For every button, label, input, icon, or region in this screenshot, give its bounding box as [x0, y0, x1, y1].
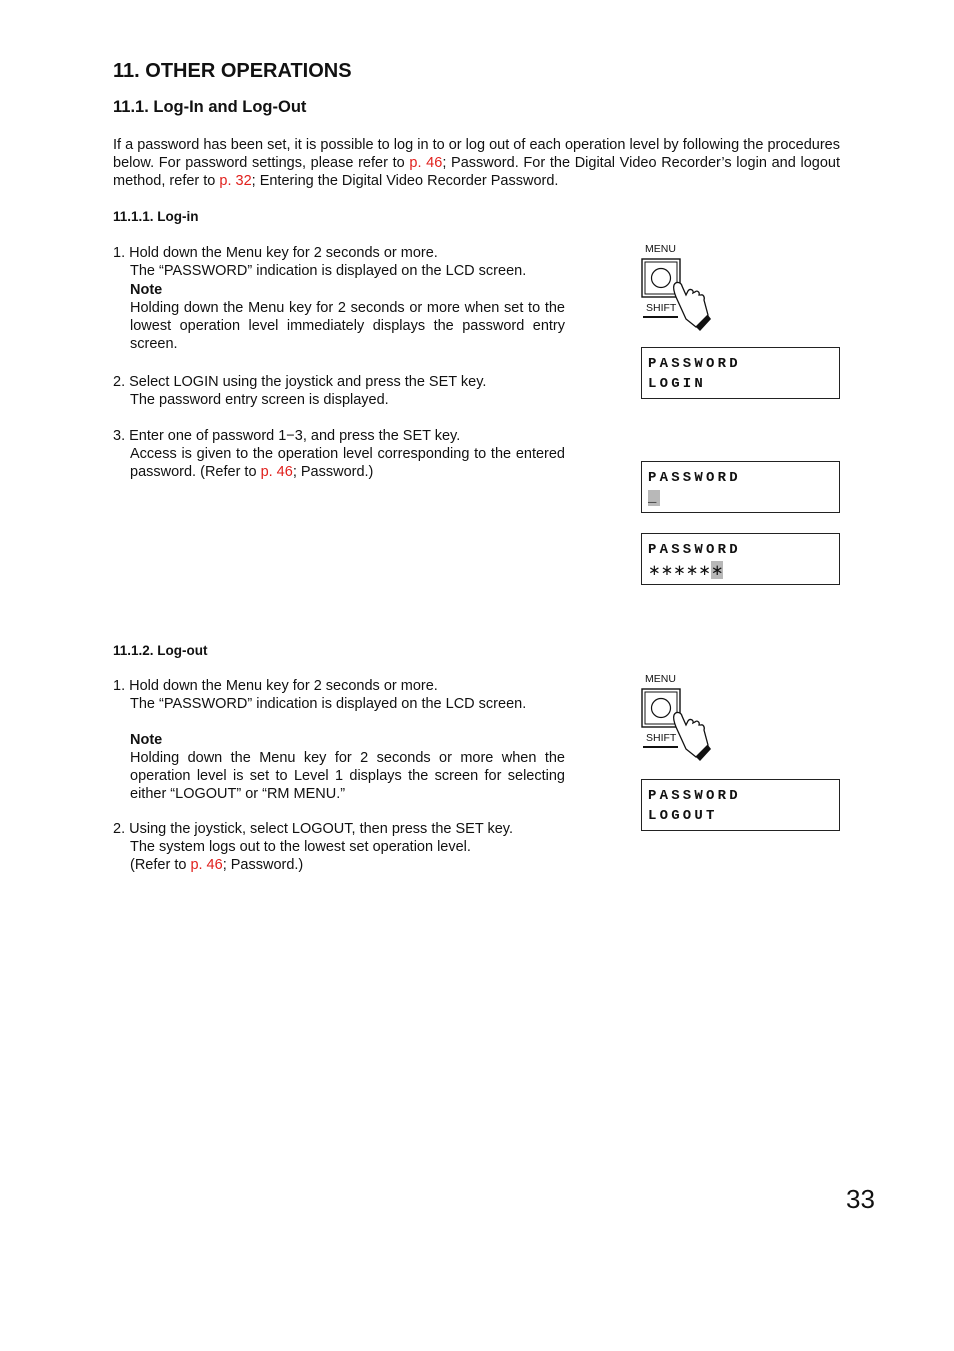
note-text: Holding down the Menu key for 2 seconds or more when set to the lowest operation level immediately displays the password entry screen. — [130, 300, 565, 352]
step-subtext: The password entry screen is displayed. — [130, 392, 389, 408]
intro-paragraph — [113, 136, 840, 190]
step-text: 3. Enter one of password 1−3, and press the SET key. — [113, 428, 461, 444]
subtext-a: Access is given to the operation level corresponding to the entered password. (Refer to — [130, 446, 565, 480]
link-p46[interactable]: p. 46 — [409, 155, 443, 171]
lcd-line-1: PASSWORD — [648, 470, 741, 486]
step-subtext — [113, 445, 565, 481]
note-label: Note — [130, 732, 163, 748]
link-p46[interactable]: p. 46 — [260, 464, 293, 480]
subtext-b: ; Password.) — [292, 464, 374, 480]
shift-key-label: SHIFT — [646, 302, 677, 314]
lcd-line-2: LOGIN — [648, 376, 707, 392]
lcd-cursor: ∗ — [710, 561, 724, 579]
login-step-3 — [113, 427, 565, 481]
lcd-login — [641, 347, 840, 399]
page-title: 11. OTHER OPERATIONS — [113, 60, 352, 82]
link-p46[interactable]: p. 46 — [190, 857, 223, 873]
step-text: 2. Select LOGIN using the joystick and press the SET key. — [113, 374, 487, 390]
logout-heading: 11.1.2. Log-out — [113, 643, 208, 658]
menu-key-label: MENU — [645, 243, 676, 255]
step-subtext: The “PASSWORD” indication is displayed on the LCD screen. — [130, 263, 527, 279]
lcd-line-1: PASSWORD — [648, 356, 741, 372]
lcd-masked-chars: ∗∗∗∗∗ — [648, 561, 711, 579]
step-subtext-2 — [113, 856, 565, 874]
intro-text-3: ; Entering the Digital Video Recorder Password. — [251, 173, 559, 189]
step-subtext: The “PASSWORD” indication is displayed on the LCD screen. — [130, 696, 527, 712]
link-p32[interactable]: p. 32 — [219, 173, 252, 189]
menu-key-hand-icon — [638, 255, 718, 335]
intro-text-1: If a password has been set, it is possible to log in to or log out of each operation level by following the procedures below. For password settings, please refer to — [113, 137, 840, 171]
menu-key-label: MENU — [645, 673, 676, 685]
intro-text-2: ; Password. For the Digital Video Recorder’s login and logout method, refer to — [113, 155, 840, 189]
step-subtext: The system logs out to the lowest set operation level. — [130, 839, 471, 855]
section-title: 11.1. Log-In and Log-Out — [113, 98, 307, 116]
note-text: Holding down the Menu key for 2 seconds or more when the operation level is set to Level 1 displays the screen for selecting either “LOGOUT” or “RM MENU.” — [130, 750, 565, 802]
subtext-b: ; Password.) — [222, 857, 304, 873]
step-text: 1. Hold down the Menu key for 2 seconds or more. — [113, 678, 438, 694]
lcd-line-2: LOGOUT — [648, 808, 718, 824]
login-step-1 — [113, 244, 565, 353]
lcd-password-entry — [641, 461, 840, 513]
shift-key-label: SHIFT — [646, 732, 677, 744]
page-number: 33 — [846, 1184, 875, 1214]
lcd-logout — [641, 779, 840, 831]
logout-step-1 — [113, 677, 565, 803]
lcd-password-entered — [641, 533, 840, 585]
lcd-cursor: _ — [648, 490, 660, 506]
lcd-line-1: PASSWORD — [648, 542, 741, 558]
step-text: 2. Using the joystick, select LOGOUT, then press the SET key. — [113, 821, 513, 837]
login-step-2 — [113, 373, 565, 409]
subtext-a: (Refer to — [130, 857, 191, 873]
note-label: Note — [130, 282, 163, 298]
menu-key-hand-icon — [638, 685, 718, 765]
step-text: 1. Hold down the Menu key for 2 seconds or more. — [113, 245, 438, 261]
lcd-line-1: PASSWORD — [648, 788, 741, 804]
logout-step-2 — [113, 820, 565, 874]
login-heading: 11.1.1. Log-in — [113, 209, 199, 224]
